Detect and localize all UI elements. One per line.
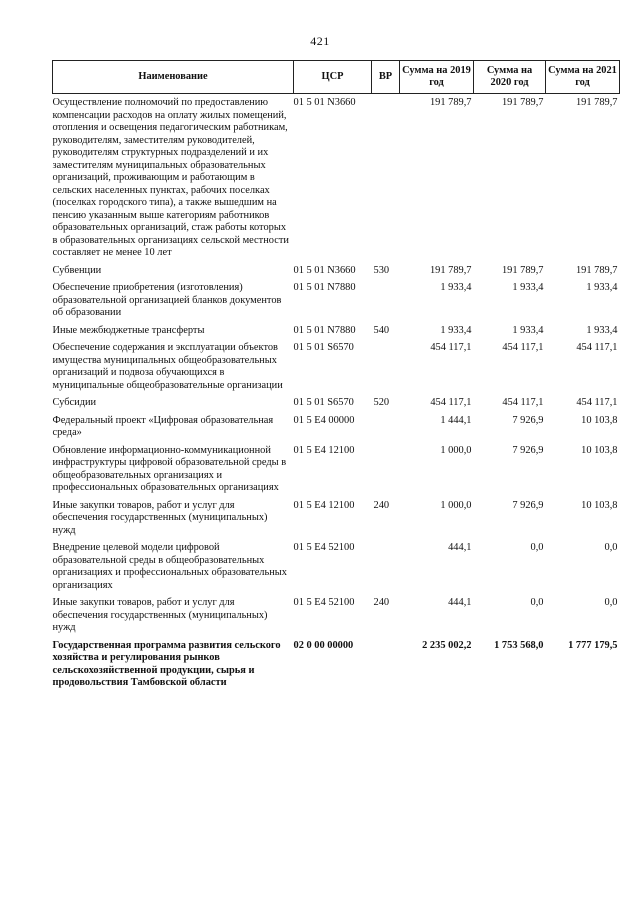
row-sum-2020: 1 933,4 xyxy=(512,324,544,336)
row-sum-2021: 10 103,8 xyxy=(581,444,618,456)
header-sum-2019: Сумма на 2019 год xyxy=(400,61,474,94)
row-sum-2020: 7 926,9 xyxy=(512,444,544,456)
row-sum-2020: 454 117,1 xyxy=(502,342,544,353)
row-sum-2019: 1 933,4 xyxy=(440,324,472,336)
row-sum-2021: 191 789,7 xyxy=(575,97,618,108)
row-sum-2021: 10 103,8 xyxy=(581,414,618,426)
row-sum-2020: 7 926,9 xyxy=(512,414,544,426)
row-vr-code xyxy=(372,637,400,692)
row-csr-code: 01 5 E4 52100 xyxy=(293,597,355,608)
table-row xyxy=(53,497,620,540)
row-sum-2021: 1 933,4 xyxy=(586,324,618,336)
row-csr-code: 01 5 01 N3660 xyxy=(293,264,356,276)
row-name: Осуществление полномочий по предоставлению компенсации расходов на оплату жилых помещений, отопления и освещения педагогическим работникам, руководителям, заместителям руководителей, руководителям структурных подразделений и их заместителям муниципальных образовательных организаций, проживающим и работающим в сельских населенных пунктах, рабочих поселках (поселках городского типа), а также вышедшим на пенсию указанным выше категориям работников образовательных организаций, стаж работы которых в образовательных организациях сельской местности составляет не менее 10 лет xyxy=(52,97,289,258)
header-sum-2021: Сумма на 2021 год xyxy=(546,61,620,94)
row-sum-2019: 1 000,0 xyxy=(440,499,472,511)
row-sum-2021: 10 103,8 xyxy=(581,499,618,511)
table-row xyxy=(53,412,620,442)
row-sum-2021: 454 117,1 xyxy=(576,342,618,353)
row-csr-code: 01 5 01 N7880 xyxy=(293,324,356,336)
row-name: Иные межбюджетные трансферты xyxy=(52,324,205,336)
row-sum-2019: 191 789,7 xyxy=(429,97,472,108)
row-sum-2021: 1 777 179,5 xyxy=(568,639,618,651)
row-name: Субвенции xyxy=(52,264,102,276)
table-row xyxy=(53,442,620,497)
row-csr-code: 01 5 E4 12100 xyxy=(293,444,355,456)
budget-table xyxy=(52,60,620,692)
header-csr: ЦСР xyxy=(294,61,372,94)
row-csr-code: 01 5 01 N3660 xyxy=(293,97,356,108)
row-name: Субсидии xyxy=(52,397,97,408)
row-sum-2020: 1 933,4 xyxy=(512,282,544,293)
row-csr-code: 02 0 00 00000 xyxy=(293,639,354,651)
row-sum-2020: 191 789,7 xyxy=(501,97,544,108)
row-vr-code xyxy=(372,442,400,497)
table-row xyxy=(53,539,620,594)
row-csr-code: 01 5 01 S6570 xyxy=(293,397,354,408)
table-row xyxy=(53,339,620,394)
row-sum-2019: 1 000,0 xyxy=(440,444,472,456)
row-vr-code: 240 xyxy=(373,499,390,511)
row-vr-code xyxy=(372,412,400,442)
row-csr-code: 01 5 E4 52100 xyxy=(293,542,355,553)
row-vr-code: 240 xyxy=(373,597,390,608)
row-sum-2021: 191 789,7 xyxy=(575,264,618,276)
header-name: Наименование xyxy=(53,61,294,94)
row-sum-2019: 1 933,4 xyxy=(440,282,472,293)
table-header-row xyxy=(53,61,620,94)
row-sum-2020: 7 926,9 xyxy=(512,499,544,511)
row-name: Обновление информационно-коммуникационной инфраструктуры цифровой образовательной среды в общеобразовательных организациях и профессиональных образовательных организациях xyxy=(52,444,287,493)
row-sum-2021: 0,0 xyxy=(604,597,618,608)
row-csr-code: 01 5 E4 00000 xyxy=(293,414,355,426)
row-name: Иные закупки товаров, работ и услуг для обеспечения государственных (муниципальных) нужд xyxy=(52,597,268,633)
row-vr-code xyxy=(372,94,400,262)
row-csr-code: 01 5 01 S6570 xyxy=(293,342,354,353)
row-sum-2019: 444,1 xyxy=(448,597,472,608)
row-sum-2019: 454 117,1 xyxy=(430,342,472,353)
row-sum-2019: 2 235 002,2 xyxy=(422,639,472,651)
table-body xyxy=(53,94,620,692)
page-number: 421 xyxy=(310,34,330,48)
row-vr-code: 540 xyxy=(373,324,390,336)
table-row xyxy=(53,279,620,322)
row-sum-2019: 454 117,1 xyxy=(430,397,472,408)
row-sum-2019: 1 444,1 xyxy=(440,414,472,426)
table-row xyxy=(53,322,620,340)
row-vr-code: 530 xyxy=(373,264,390,276)
row-name: Внедрение целевой модели цифровой образовательной среды в общеобразовательных организациях и профессиональных образовательных организациях xyxy=(52,542,287,591)
table-row xyxy=(53,394,620,412)
row-vr-code xyxy=(372,339,400,394)
row-vr-code xyxy=(372,279,400,322)
table-row xyxy=(53,594,620,637)
row-vr-code: 520 xyxy=(373,397,390,408)
row-sum-2019: 191 789,7 xyxy=(429,264,472,276)
table-row xyxy=(53,94,620,262)
row-sum-2019: 444,1 xyxy=(448,542,472,553)
row-csr-code: 01 5 01 N7880 xyxy=(293,282,356,293)
row-sum-2020: 454 117,1 xyxy=(502,397,544,408)
row-sum-2021: 1 933,4 xyxy=(586,282,618,293)
table-row xyxy=(53,637,620,692)
row-sum-2021: 0,0 xyxy=(604,542,618,553)
header-sum-2020: Сумма на 2020 год xyxy=(474,61,546,94)
row-sum-2020: 191 789,7 xyxy=(501,264,544,276)
row-sum-2020: 0,0 xyxy=(530,597,544,608)
row-vr-code xyxy=(372,539,400,594)
table-row xyxy=(53,262,620,280)
row-sum-2020: 1 753 568,0 xyxy=(494,639,544,651)
header-vr: ВР xyxy=(372,61,400,94)
row-csr-code: 01 5 E4 12100 xyxy=(293,499,355,511)
row-sum-2021: 454 117,1 xyxy=(576,397,618,408)
row-sum-2020: 0,0 xyxy=(530,542,544,553)
row-name: Обеспечение приобретения (изготовления) образовательной организацией бланков документов об образовании xyxy=(52,282,282,318)
row-name: Федеральный проект «Цифровая образовательная среда» xyxy=(52,414,274,438)
row-name: Иные закупки товаров, работ и услуг для обеспечения государственных (муниципальных) нужд xyxy=(52,499,268,536)
row-name: Обеспечение содержания и эксплуатации объектов имущества муниципальных общеобразовательных организаций и подвоза обучающихся в муниципальные общеобразовательные организации xyxy=(52,342,283,391)
row-name: Государственная программа развития сельского хозяйства и регулирования рынков сельскохозяйственной продукции, сырья и продовольствия Тамбовской области xyxy=(52,639,281,688)
